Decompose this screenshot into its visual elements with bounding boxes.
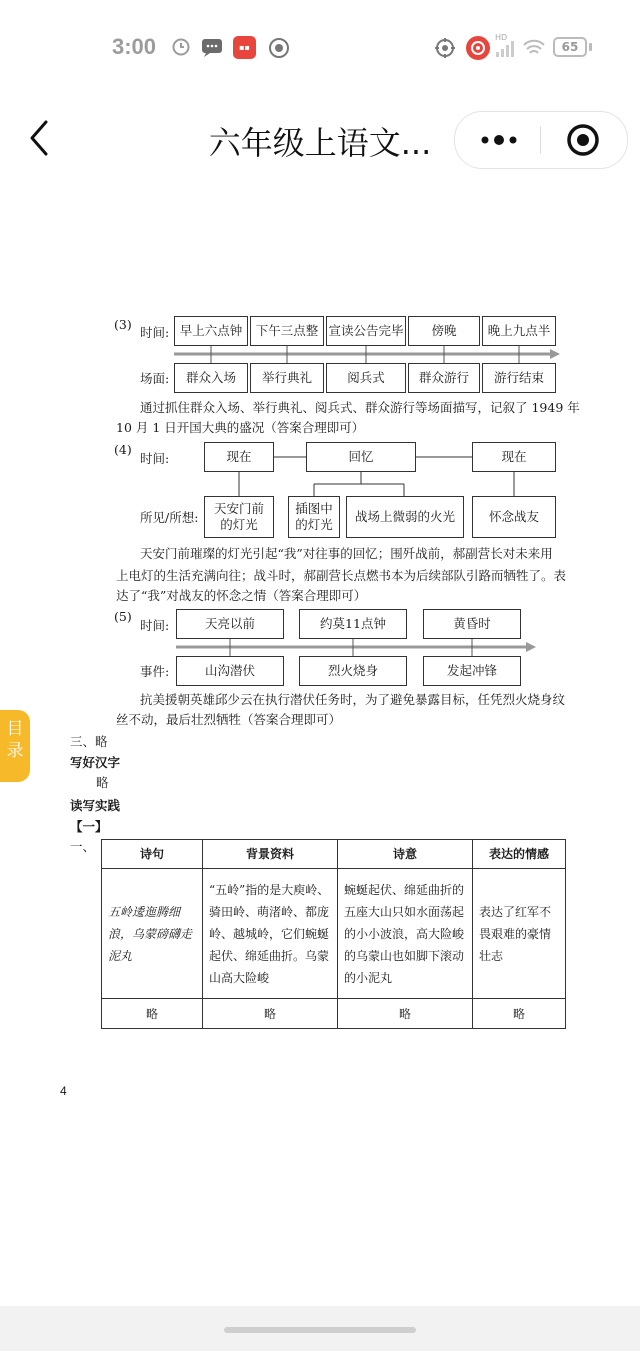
table-header: 诗意	[338, 840, 473, 869]
location-icon	[434, 37, 456, 59]
q5-event-box: 山沟潜伏	[176, 656, 284, 686]
q5-number: (5)	[114, 609, 132, 624]
page-title: 六年级上语文...	[208, 124, 432, 162]
table-header: 背景资料	[203, 840, 338, 869]
battery-level: 65	[561, 40, 579, 54]
q3-answer-line: 10 月 1 日开国大典的盛况（答案合理即可）	[116, 420, 365, 435]
q4-connector-lines	[204, 456, 556, 498]
target-circle-icon[interactable]	[566, 123, 600, 157]
q3-time-box: 宣读公告完毕	[326, 316, 406, 346]
q3-scene-box: 举行典礼	[250, 363, 324, 393]
q3-time-box: 早上六点钟	[174, 316, 248, 346]
q4-top-box: 回忆	[306, 442, 416, 472]
back-arrow-icon[interactable]	[26, 118, 56, 158]
q4-answer-line: 天安门前璀璨的灯光引起“我”对往事的回忆；围歼战前，郝副营长对未来用	[140, 546, 553, 561]
q3-scene-box: 群众游行	[408, 363, 480, 393]
q5-time-label: 时间:	[140, 618, 170, 633]
q4-top-box: 现在	[204, 442, 274, 472]
table-row	[102, 869, 566, 999]
table-header: 诗句	[102, 840, 203, 869]
section-title-write: 写好汉字	[70, 755, 121, 770]
q4-bottom-box: 怀念战友	[472, 496, 556, 538]
clock-icon	[172, 38, 190, 56]
battery-icon	[553, 37, 587, 57]
more-dots-icon[interactable]	[477, 132, 521, 148]
table-cell: 略	[338, 999, 473, 1029]
status-bar	[0, 0, 640, 96]
q5-event-box: 烈火烧身	[299, 656, 407, 686]
q5-timeline-arrow	[176, 639, 540, 657]
table-header-row	[102, 840, 566, 869]
table-cell: 略	[102, 999, 203, 1029]
section-three: 三、略	[70, 734, 108, 749]
q3-time-box: 傍晚	[408, 316, 480, 346]
home-indicator[interactable]	[224, 1327, 416, 1333]
q4-bottom-box: 战场上微弱的火光	[346, 496, 464, 538]
poem-table	[101, 839, 566, 1029]
table-cell: “五岭”指的是大庾岭、骑田岭、萌渚岭、都庞岭、越城岭，它们蜿蜒起伏、绵延曲折。乌蒙山高大险峻	[203, 869, 338, 999]
signal-icon	[494, 40, 516, 58]
q3-number: (3)	[114, 317, 132, 332]
q4-bottom-box: 插图中的灯光	[288, 496, 340, 538]
hotspot-icon	[465, 35, 491, 61]
q3-time-label: 时间:	[140, 325, 170, 340]
q5-time-box: 约莫11点钟	[299, 609, 407, 639]
q3-answer-line: 通过抓住群众入场、举行典礼、阅兵式、群众游行等场面描写，记叙了 1949 年	[140, 400, 580, 415]
network-type: HD	[495, 33, 508, 42]
table-cell: 略	[473, 999, 566, 1029]
q4-seen-label: 所见/所想:	[140, 510, 199, 525]
table-header: 表达的情感	[473, 840, 566, 869]
section-bracket: 【一】	[70, 819, 108, 834]
status-time: 3:00	[112, 34, 157, 59]
q3-scene-label: 场面:	[140, 371, 170, 386]
section-one: 一、	[70, 839, 96, 854]
q5-event-label: 事件:	[140, 664, 170, 679]
catalog-side-tab[interactable]	[0, 710, 30, 782]
section-write-body: 略	[96, 775, 109, 790]
q3-scene-box: 群众入场	[174, 363, 248, 393]
q5-time-box: 天亮以前	[176, 609, 284, 639]
q3-scene-box: 阅兵式	[326, 363, 406, 393]
message-icon	[201, 38, 223, 58]
record-icon	[268, 37, 290, 59]
q5-answer-line: 抗美援朝英雄邱少云在执行潜伏任务时，为了避免暴露目标，任凭烈火烧身纹	[140, 692, 566, 707]
q5-answer-line: 丝不动，最后壮烈牺牲（答案合理即可）	[116, 712, 342, 727]
page-number: 4	[60, 1084, 67, 1098]
battery-tip	[589, 43, 592, 51]
catalog-tab-label: 目录	[6, 719, 24, 761]
q4-top-box: 现在	[472, 442, 556, 472]
table-cell: 表达了红军不畏艰难的豪情壮志	[473, 869, 566, 999]
table-cell: 蜿蜒起伏、绵延曲折的五座大山只如水面荡起的小小波浪，高大险峻的乌蒙山也如脚下滚动的小泥丸	[338, 869, 473, 999]
wifi-icon	[522, 38, 546, 58]
table-row	[102, 999, 566, 1029]
q5-event-box: 发起冲锋	[423, 656, 521, 686]
section-title-read-write: 读写实践	[70, 798, 121, 813]
q4-bottom-box: 天安门前的灯光	[204, 496, 274, 538]
q3-timeline-arrow	[174, 346, 564, 364]
mini-program-capsule	[454, 111, 628, 169]
q4-time-label: 时间:	[140, 451, 170, 466]
q4-number: (4)	[114, 442, 132, 457]
q5-time-box: 黄昏时	[423, 609, 521, 639]
app-notification-icon: ▪▪	[233, 36, 256, 59]
q4-answer-line: 上电灯的生活充满向往；战斗时，郝副营长点燃书本为后续部队引路而牺牲了。表	[116, 568, 567, 583]
q3-scene-box: 游行结束	[482, 363, 556, 393]
q4-answer-line: 达了“我”对战友的怀念之情（答案合理即可）	[116, 588, 367, 603]
table-cell: 略	[203, 999, 338, 1029]
table-cell: 五岭逶迤腾细浪，乌蒙磅礴走泥丸	[102, 869, 203, 999]
q3-time-box: 晚上九点半	[482, 316, 556, 346]
capsule-divider	[540, 126, 541, 154]
q3-time-box: 下午三点整	[250, 316, 324, 346]
